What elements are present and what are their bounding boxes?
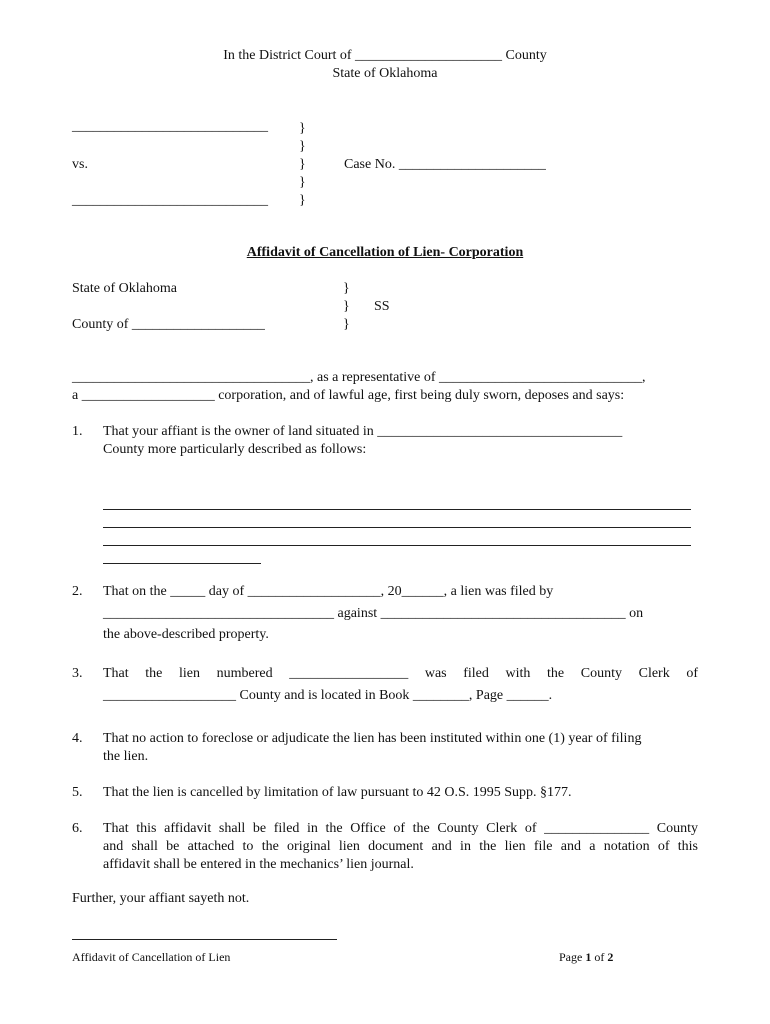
description-blank-line [103,527,691,528]
item-line: affidavit shall be entered in the mechanics’ lien journal. [103,857,414,872]
caption-brace: } [299,139,306,154]
item-number: 4. [72,731,83,746]
plaintiff-blank: ____________________________ [72,119,268,134]
venue-brace: } [343,281,350,296]
intro-line-1: __________________________________, as a representative of _____________________________, [72,370,646,385]
item-line: That the lien numbered _________________ was filed with the County Clerk of [103,666,698,681]
item-line: That no action to foreclose or adjudicate the lien has been instituted within one (1) year of filing [103,731,642,746]
vs-label: vs. [72,157,88,172]
case-number: Case No. _____________________ [344,157,546,172]
item-line: _________________________________ against ___________________________________ on [103,606,644,621]
item-6-text [103,820,698,874]
page-current: 1 [585,950,592,964]
of-word: of [594,950,605,964]
description-blank-line [103,545,691,546]
item-line: and shall be attached to the original lien document and in the lien file and a notation of this [103,839,698,854]
item-1-text [103,423,698,459]
caption-brace: } [299,157,306,172]
item-line: That the lien is cancelled by limitation of law pursuant to 42 O.S. 1995 Supp. §177. [103,785,572,800]
caption-brace: } [299,175,306,190]
item-number: 3. [72,666,83,681]
intro-line-2: a ___________________ corporation, and of lawful age, first being duly sworn, deposes and says: [72,388,625,403]
item-line: the above-described property. [103,627,269,642]
footer-document-name: Affidavit of Cancellation of Lien [72,950,231,964]
item-line: the lien. [103,749,149,764]
ss-label: SS [374,299,390,314]
item-number: 6. [72,821,83,836]
item-number: 1. [72,424,83,439]
page-total: 2 [607,950,614,964]
caption-brace: } [299,121,306,136]
venue-brace: } [343,299,350,314]
description-blank-line [103,509,691,510]
item-number: 5. [72,785,83,800]
caption-brace: } [299,193,306,208]
venue-county: County of ___________________ [72,317,265,332]
venue-state: State of Oklahoma [72,281,177,296]
defendant-blank: ____________________________ [72,193,268,208]
document-title: Affidavit of Cancellation of Lien- Corporation [246,245,524,260]
item-line: That your affiant is the owner of land situated in ___________________________________ [103,424,623,439]
item-line: That on the _____ day of ___________________, 20______, a lien was filed by [103,584,554,599]
item-line: ___________________ County and is located in Book ________, Page ______. [103,688,553,703]
item-4-text [103,730,698,766]
item-5-text [103,784,698,802]
page-word: Page [559,950,583,964]
description-blank-line [103,563,261,564]
page-indicator [559,948,613,966]
closing-statement: Further, your affiant sayeth not. [72,891,250,906]
item-3-text [103,665,698,705]
court-heading: In the District Court of _____________________ County [223,48,547,63]
state-heading: State of Oklahoma [332,66,438,81]
item-2-text [103,583,698,644]
item-line: County more particularly described as follows: [103,442,367,457]
venue-brace: } [343,317,350,332]
footer-rule [72,939,337,940]
item-number: 2. [72,584,83,599]
item-line: That this affidavit shall be filed in the Office of the County Clerk of _______________ County [103,821,698,836]
